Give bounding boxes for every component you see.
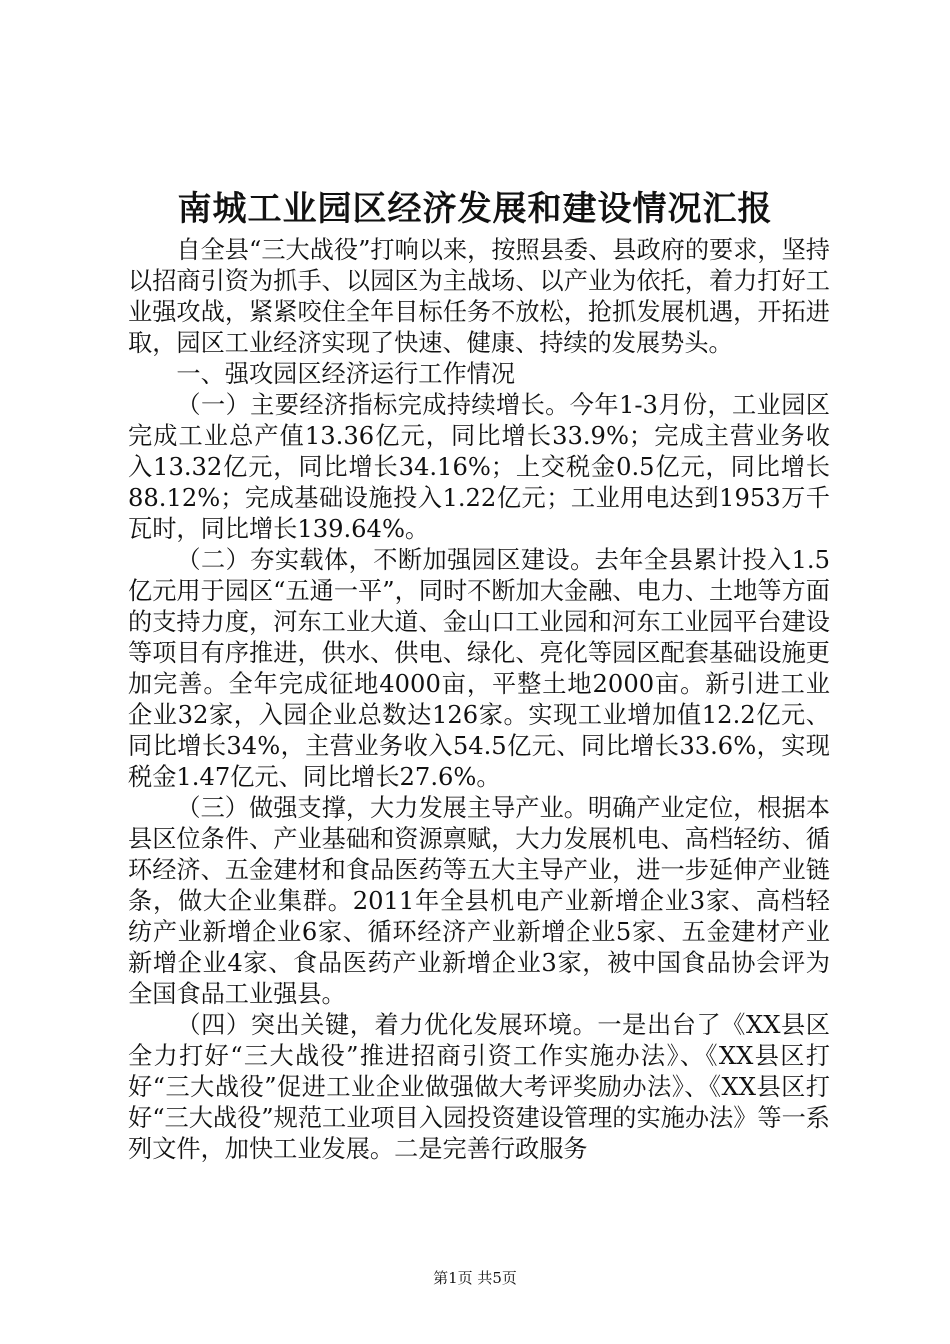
paragraph-park-construction: （二）夯实载体，不断加强园区建设。去年全县累计投入1.5亿元用于园区“五通一平”，同时不断加大金融、电力、土地等方面的支持力度，河东工业大道、金山口工业园和河东工业园平台建设等项目有序推进，供水、供电、绿化、亮化等园区配套基础设施更加完善。全年完成征地4000亩，平整土地2000亩。新引进工业企业32家，入园企业总数达126家。实现工业增加值12.2亿元、同比增长34%，主营业务收入54.5亿元、同比增长33.6%，实现税金1.47亿元、同比增长27.6%。 [128, 546, 830, 791]
paragraph-environment: （四）突出关键，着力优化发展环境。一是出台了《XX县区全力打好“三大战役”推进招商引资工作实施办法》、《XX县区打好“三大战役”促进工业企业做强做大考评奖励办法》、《XX县区打好“三大战役”规范工业项目入园投资建设管理的实施办法》等一系列文件，加快工业发展。二是完善行政服务 [128, 1011, 830, 1163]
paragraph-economic-indicators: （一）主要经济指标完成持续增长。今年1-3月份，工业园区完成工业总产值13.36亿元，同比增长33.9%；完成主营业务收入13.32亿元，同比增长34.16%；上交税金0.5亿元，同比增长88.12%；完成基础设施投入1.22亿元；工业用电达到1953万千瓦时，同比增长139.64%。 [128, 391, 830, 543]
paragraph-leading-industries: （三）做强支撑，大力发展主导产业。明确产业定位，根据本县区位条件、产业基础和资源禀赋，大力发展机电、高档轻纺、循环经济、五金建材和食品医药等五大主导产业，进一步延伸产业链条，做大企业集群。2011年全县机电产业新增企业3家、高档轻纺产业新增企业6家、循环经济产业新增企业5家、五金建材产业新增企业4家、食品医药产业新增企业3家，被中国食品协会评为全国食品工业强县。 [128, 794, 830, 1008]
section-heading-1: 一、强攻园区经济运行工作情况 [176, 360, 516, 388]
page-number: 第1页 共5页 [433, 1269, 517, 1287]
document-body [128, 235, 830, 1165]
document-title: 南城工业园区经济发展和建设情况汇报 [177, 189, 773, 229]
paragraph-intro: 自全县“三大战役”打响以来，按照县委、县政府的要求，坚持以招商引资为抓手、以园区为主战场、以产业为依托，着力打好工业强攻战，紧紧咬住全年目标任务不放松，抢抓发展机遇，开拓进取，园区工业经济实现了快速、健康、持续的发展势头。 [128, 236, 830, 357]
